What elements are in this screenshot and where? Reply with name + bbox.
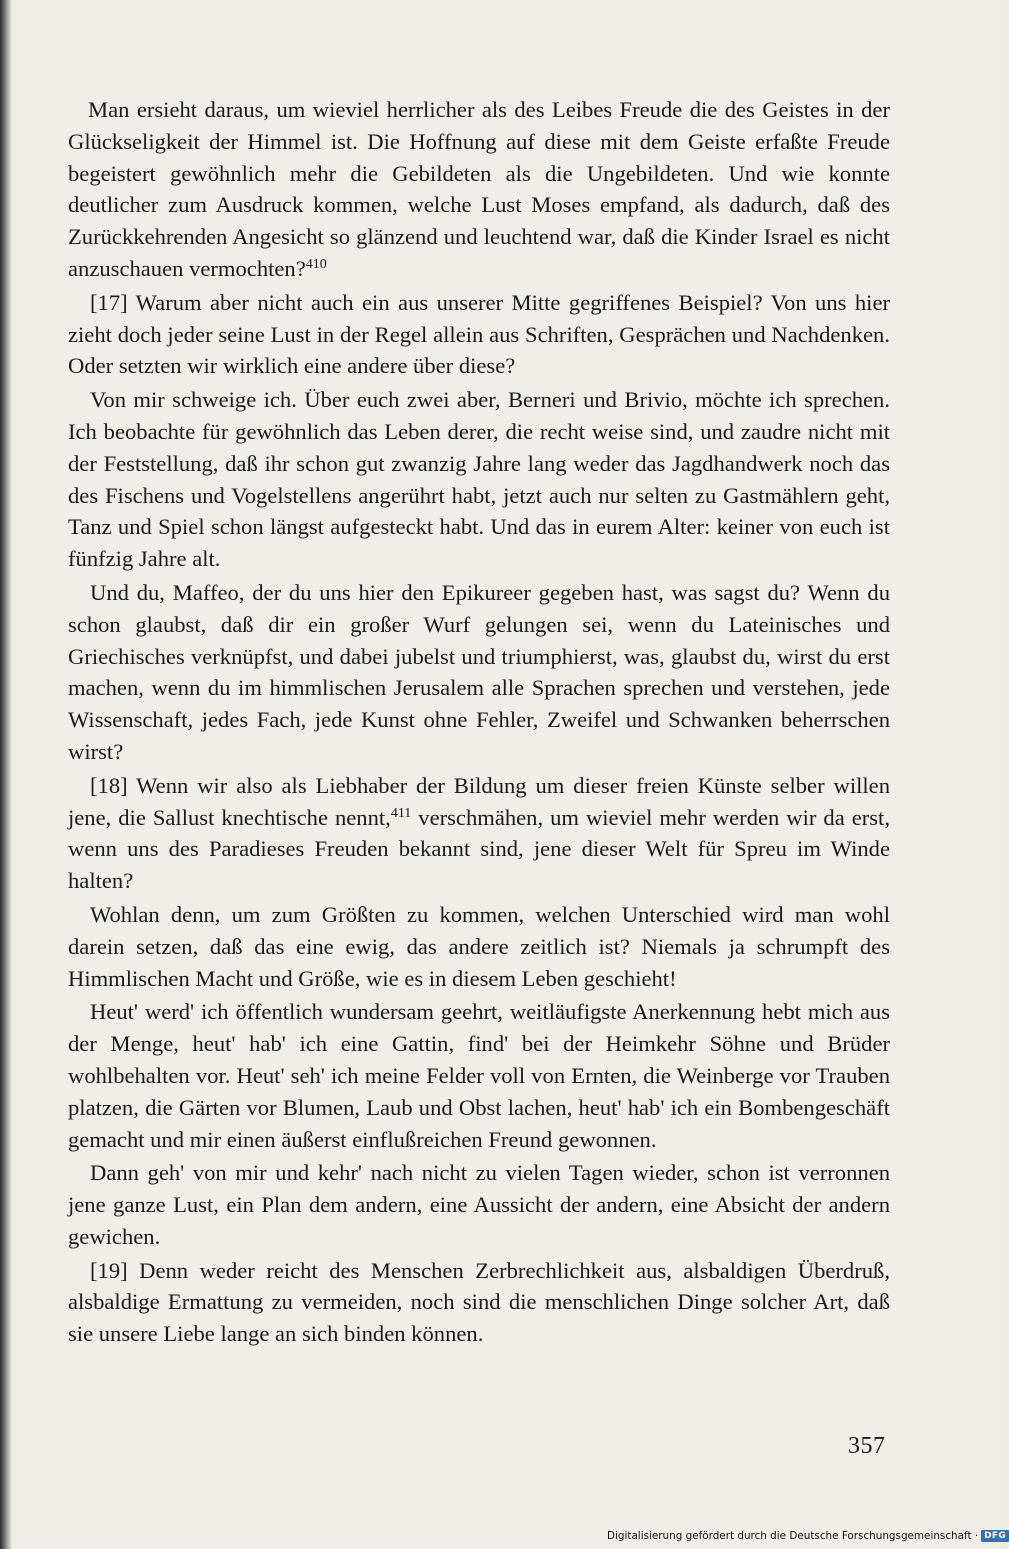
paragraph: Von mir schweige ich. Über euch zwei aber, Berneri und Brivio, möchte ich sprechen. Ich beobachte für gewöhnlich das Leben derer, die recht weise sind, und zaudre nicht mit der Feststellung, daß ihr schon gut zwanzig Jahre lang weder das Jagdhandwerk noch das des Fischens und Vogelstellens angerührt habt, jetzt auch nur selten zu Gastmählern geht, Tanz und Spiel schon längst aufgesteckt habt. Und das in eurem Alter: keiner von euch ist fünfzig Jahre alt.	[68, 387, 890, 572]
body-text	[68, 94, 890, 1350]
paragraph: Wohlan denn, um zum Größten zu kommen, welchen Unterschied wird man wohl darein setzen, daß das eine ewig, das andere zeitlich ist? Niemals ja schrumpft des Himmlischen Macht und Größe, wie es in diesem Leben geschieht!	[68, 901, 890, 991]
paragraph: Dann geh' von mir und kehr' nach nicht zu vielen Tagen wieder, schon ist verronnen jene ganze Lust, ein Plan dem andern, eine Aussicht der andern, eine Absicht der andern gewichen.	[68, 1160, 890, 1249]
digitization-credit	[607, 1530, 1009, 1542]
paragraph: Heut' werd' ich öffentlich wundersam geehrt, weitläufigste Anerkennung hebt mich aus der Menge, heut' hab' ich eine Gattin, find' bei der Heimkehr Söhne und Brüder wohlbehalten vor. Heut' seh' ich meine Felder voll von Ernten, die Weinberge vor Trauben platzen, die Gärten vor Blumen, Laub und Obst lachen, heut' hab' ich ein Bombengeschäft gemacht und mir einen äußerst einflußreichen Freund gewonnen.	[68, 999, 890, 1152]
paragraph: Und du, Maffeo, der du uns hier den Epikureer gegeben hast, was sagst du? Wenn du schon glaubst, daß dir ein großer Wurf gelungen sei, wenn du Lateinisches und Griechisches verknüpfst, und dabei jubelst und triumphierst, was, glaubst du, wirst du erst machen, wenn du im himmlischen Jerusalem alle Sprachen sprechen und verstehen, jede Wissenschaft, jedes Fach, jede Kunst ohne Fehler, Zweifel und Schwanken beherrschen wirst?	[68, 579, 890, 764]
paragraph: [18] Wenn wir also als Liebhaber der Bildung um dieser freien Künste selber willen jene, die Sallust knechtische nennt,$^{411}$ verschmähen, um wieviel mehr werden wir da erst, wenn uns des Paradieses Freuden bekannt sind, jene dieser Welt für Spreu im Winde halten?	[68, 772, 890, 894]
footnote-ref[interactable]: 410	[305, 256, 327, 272]
paragraph: Man ersieht daraus, um wieviel herrlicher als des Leibes Freude die des Geistes in der Glückseligkeit der Himmel ist. Die Hoffnung auf diese mit dem Geiste erfaßte Freude begeistert gewöhnlich mehr die Gebildeten als die Ungebildeten. Und wie konnte deutlicher zum Ausdruck kommen, welche Lust Moses empfand, als dadurch, daß des Zurückkehrenden Angesicht so glänzend und leuchtend war, daß die Kinder Israel es nicht anzuschauen vermochten?$^{410}$	[68, 97, 890, 281]
footnote-ref[interactable]: 411	[390, 805, 412, 821]
paragraph: [19] Denn weder reicht des Menschen Zerbrechlichkeit aus, alsbaldigen Überdruß, alsbaldige Ermattung zu vermeiden, noch sind die menschlichen Dinge solcher Art, daß sie unsere Liebe lange an sich binden können.	[68, 1257, 890, 1347]
paragraph: [17] Warum aber nicht auch ein aus unserer Mitte gegriffenes Beispiel? Von uns hier zieht doch jeder seine Lust in der Regel allein aus Schriften, Gesprächen und Nachdenken. Oder setzten wir wirklich eine andere über diese?	[68, 289, 890, 379]
page-number: 357	[848, 1433, 886, 1459]
credit-text: Digitalisierung gefördert durch die Deutsche Forschungsgemeinschaft ·	[607, 1530, 979, 1542]
page-binding-edge	[0, 0, 12, 1549]
dfg-logo: DFG	[981, 1530, 1009, 1542]
